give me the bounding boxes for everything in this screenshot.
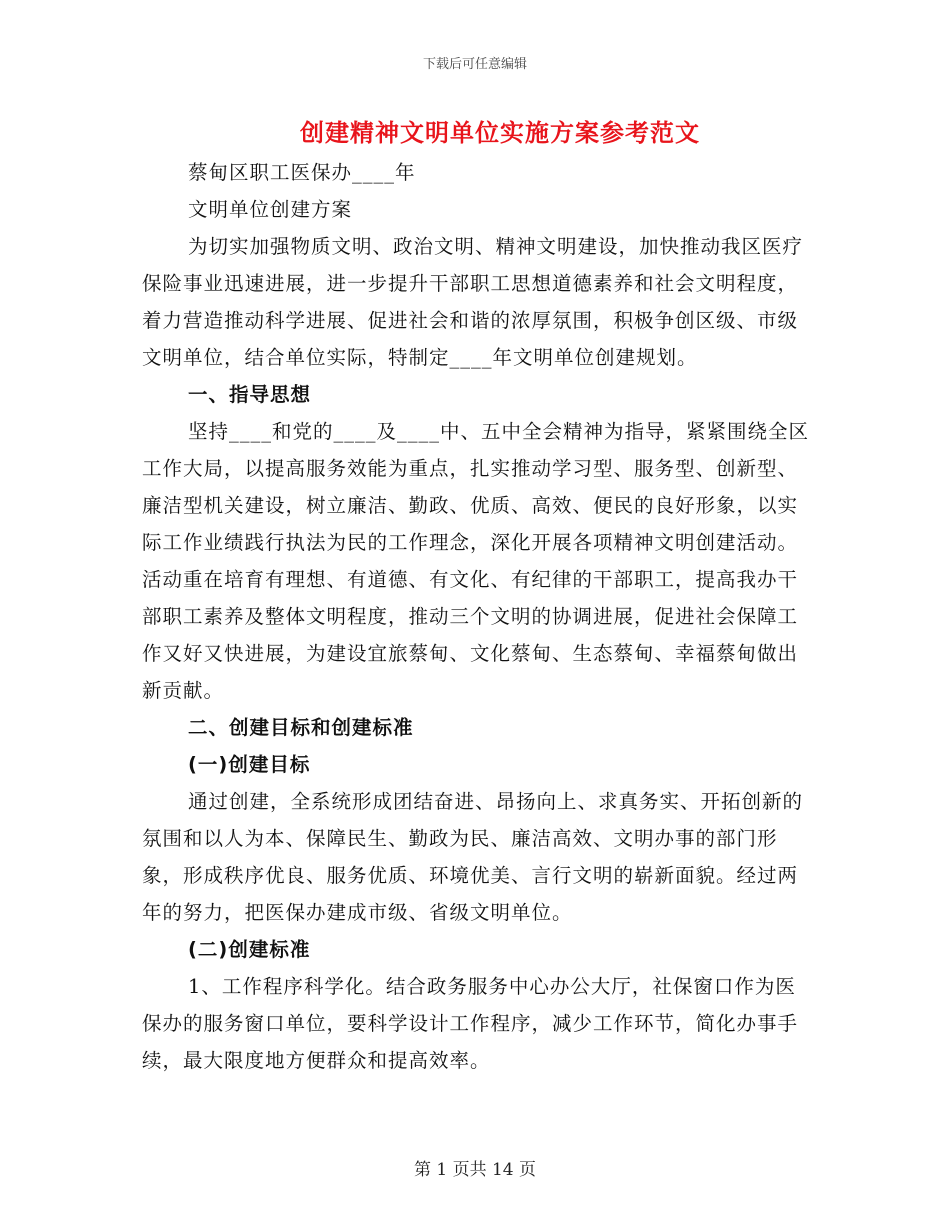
goals-paragraph: 通过创建，全系统形成团结奋进、昂扬向上、求真务实、开拓创新的氛围和以人为本、保障民生、勤政为民、廉洁高效、文明办事的部门形象，形成秩序优良、服务优质、环境优美、言行文明的崭新面貌。经过两年的努力，把医保办建成市级、省级文明单位。: [142, 790, 804, 924]
section-heading-guiding-thought: 一、指导思想: [188, 383, 312, 406]
document-body: [142, 154, 810, 1079]
guiding-thought-paragraph: 坚持____和党的____及____中、五中全会精神为指导，紧紧围绕全区工作大局，以提高服务效能为重点，扎实推动学习型、服务型、创新型、廉洁型机关建设，树立廉洁、勤政、优质、高效、便民的良好形象，以实际工作业绩践行执法为民的工作理念，深化开展各项精神文明创建活动。活动重在培育有理想、有道德、有文化、有纪律的干部职工，提高我办干部职工素养及整体文明程度，推动三个文明的协调进展，促进社会保障工作又好又快进展，为建设宜旅蔡甸、文化蔡甸、生态蔡甸、幸福蔡甸做出新贡献。: [142, 420, 810, 702]
document-title: 创建精神文明单位实施方案参考范文: [300, 119, 700, 147]
plan-subtitle: 文明单位创建方案: [188, 198, 353, 221]
page-footer: 第 1 页共 14 页: [413, 1160, 537, 1180]
standards-item-1: 1、工作程序科学化。结合政务服务中心办公大厅，社保窗口作为医保办的服务窗口单位，要科学设计工作程序，减少工作环节，简化办事手续，最大限度地方便群众和提高效率。: [142, 975, 799, 1072]
unit-line: 蔡甸区职工医保办____年: [188, 161, 416, 184]
page-header: 下载后可任意编辑: [422, 57, 527, 72]
intro-paragraph: 为切实加强物质文明、政治文明、精神文明建设，加快推动我区医疗保险事业迅速进展，进一步提升干部职工思想道德素养和社会文明程度，着力营造推动科学进展、促进社会和谐的浓厚氛围，积极争创区级、市级文明单位，结合单位实际，特制定____年文明单位创建规划。: [142, 235, 804, 369]
subsection-heading-standards: (二)创建标准: [188, 938, 311, 961]
section-heading-goals-standards: 二、创建目标和创建标准: [188, 716, 414, 739]
subsection-heading-goals: (一)创建目标: [188, 753, 311, 776]
